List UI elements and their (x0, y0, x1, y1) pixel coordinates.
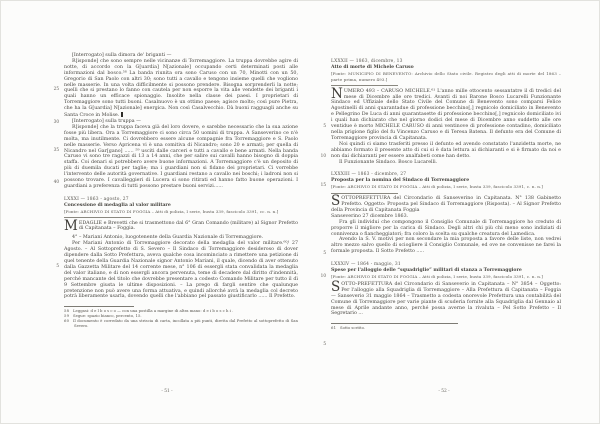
document-title-lxxxii: Atto di morte di Michele Caruso (331, 64, 414, 70)
footnote-rule (64, 306, 134, 307)
left-page (53, 53, 298, 329)
document-title-lxxxi: Concessione di medaglia al valor militare (64, 202, 171, 208)
source-divider-rule (331, 193, 398, 194)
document-body-lxxxii-p1 (331, 85, 561, 142)
body-text: EDAGLIE e Brevetti che si trasmettono dal 6° Gran Comando (militare) al Signor Prefetto di Capitanata – Foggia. (78, 220, 298, 232)
line-number: 5 (56, 263, 59, 268)
body-text: OTTOPREFETTURA del Circondario di Sanseverino in Capitanata. N° 138 Gabinetto Prefetto. Oggetto: Proposta pel Sindaco di Torremaggiore (Risposta). – Al Signor Prefetto della Provincia di Capitanata Foggia (331, 196, 561, 213)
document-body-lxxxi-p1 (64, 217, 298, 234)
document-header-lxxxiv: LXXXIV — 1864 - maggio, 31 (331, 262, 401, 268)
line-number: 5 (323, 341, 326, 346)
line-number: 25 (53, 86, 59, 91)
document-body-lxxxii-p2: Noi quindi ci siamo trasferiti presso il defunto ed avendo constatato l'anzidetta morte, ne abbiamo formato il presente atto di cui si è data lettura ai dichiaranti e si è firmato da noi e non dai dichiaranti per essere analfabeti come han detto. (331, 141, 561, 159)
footnote-text: Segue: spazio bianco, percento, 15. (73, 313, 142, 319)
line-number: 5 (323, 123, 326, 128)
document-source-lxxxiv: [Fonte: ARCHIVIO DI STATO DI FOGGIA – Atti di polizia, I serie, busta 339, fascicolo 3391, c. n. n.] (331, 274, 544, 279)
document-source-lxxxii: [Fonte: MUNICIPIO DI BENEVENTO: Archivio dello Stato civile. Registro degli atti di morte del 1863 – parte prima, numero 493.] (331, 70, 561, 82)
right-page (320, 59, 561, 346)
document-body-lxxxii-signature: Il Funzionante Sindaco. Bosco Lucarelli. (339, 159, 438, 165)
footnote-60 (64, 319, 298, 329)
body-text: UMERO 493 – CARUSO MICHELE.⁶¹ L'anno mille ottocento sessantatre il dì tredici del mese di Dicembre alle ore tredici. Avanti di noi Barone Bosco Lucarelli Funzionante Sindaco ed Uffiziale dello Stato Civile del Comune di Benevento sono comparsi Felice Agostinelli di anni quarantadue di professione becchino[,] regnicolo domiciliato in Benevento e Pellegrino De Luca di anni quarantasette di professione becchino[,] regnicolo domiciliato ivi i quali han dichiarato che nel giorno dodici del mese di Dicembre anno suddetto alle ore ventidue è morto MICHELE CARUSO di anni ventinove di professione contadino, domiciliato nella prigione figlio del fu Vincenzo Caruso e di Teresa Batena. Il defunto era del Comune di Torremaggiore provincia di Capitanata. (331, 88, 561, 141)
document-header-lxxxii: LXXXII — 1863, dicembre, 13 (331, 59, 403, 64)
document-body-lxxxi-p2: 4° – Mariani Antonio, luogotenente della Guardia Nazionale di Torremaggiore. (72, 235, 264, 241)
interrogation-question-1: [Interrogato] sulla dimora de' briganti — (72, 53, 172, 58)
footnote-number: 59 (64, 313, 70, 319)
footnote-text: Sotto scritto. (340, 325, 366, 331)
line-number: 35 (53, 147, 59, 152)
footnote-number: 61 (331, 325, 337, 331)
document-source-lxxxiii: [Fonte: ARCHIVIO DI STATO DI FOGGIA – Atti di polizia, I serie, busta 339, fascicolo 3391, c. n. n.] (331, 184, 544, 190)
line-number: 40 (53, 179, 59, 184)
footnote-number: 60 (64, 318, 70, 324)
line-number: 10 (320, 273, 326, 278)
interrogation-answer-1 (64, 59, 298, 119)
answer-text: R[isponde] che sono sempre nelle vicinanze di Torremaggiore. La truppa dovrebbe agire di notte, di accordo con la G[uardia] N[azionale] occupando certi determinati posti alle informazioni dal bosco.⁵⁸ La banda riunita ora sono Caruso con un 70, Minotti con un 50, Gregorio di San Paolo con altri 30; sono tutti a cavallo e tengono insieme quelli che vogliono nelle masserie. In una volta difficilmente si possono prendere. Bisogna sorprenderli la notte; quelli che si prestano lo fanno con cautela per non esporre la vita alle vendette dei briganti i quali hanno un efficace spionaggio. Insolite nella classe dei paesi. I proprietari di Torremaggiore sono tutti buoni. Casalnuovo è un ottimo paese; agisce molto; così pure Pietra, che ha la G[uardia] N[azionale] energica. Non così Casalvecchio. Dà buoni ragguagli anche su Santa Croce in Molise. (64, 58, 298, 119)
body-text: OTTO-PREFETTURA del Circondario di Sanseverio in Capitanata – N° 3854 – Oggetto: Per l'alloggio alla Squadriglia di Torremaggiore – Alla Prefettura di Capitanata – Foggia — Sanseverio 31 maggio 1864 – Trasmetto a codesta onorevole Prefettura una contabilità del Comune di Torremaggiore per varie piante di scuderia fornite alla Squadriglia dal Gennaio al mese di Aprile andante anno, perché possa averne la rivaluta – Pel Sotto Prefetto – Il Segretario ... (331, 281, 561, 317)
left-page-number: - 51 - (161, 389, 173, 394)
document-header-lxxxiii: LXXXIII — 1863 - dicembre, 27 (331, 172, 407, 178)
interrogation-answer-2: R[isponde] che la truppa faceva già del loro dovere, e sarebbe necessario che la sua azione fosse più libera. Ora a Torremaggiore ci sono circa 50 uomini di truppa. A Sanseverino ce n'è molta, ma inutilmente. Ci dovrebbero essere alcune compagnie fra Torremaggiore e S. Paolo nelle masserie. Verso Apricena vi è una comitiva di Nicandro; sono 20 e armati; per quella di Nicandro nel Gar[gano] ...... ⁵⁹ usciti dalle carceri e tutti a cavallo e bene armati. Nella banda Caruso vi sono tre ragazzi di 13 a 14 anni, che per salire sui cavalli hanno bisogno di doppia staffa. Coi denari si potrebbero avere buone informazioni. A Torremaggiore c'è un deposito di più di duemila ducati per taglie; ma i guardiani non si fidano dei proprietari. Ci vorrebbe l'intervento delle autorità governative. I guardiani restano a cavallo nei boschi; i ladroni non si possono trovare. I cavalleggieri di Lucera si sono ritirati ed hanno fatto buone operazioni. I guardiani a preferenza di tutti possono prestare buoni servizi...... (64, 124, 298, 189)
footnote-text: Il documento è corredato da una striscia di carta, incollata a più punti, diretta dal Prefetto al sottoprefetto di San Severo. (73, 318, 298, 329)
footnote-text: Leggasi: d e l b o s c o — con una postilla a margine di altra mano: d e i b o s c h i . (73, 308, 234, 314)
document-body-lxxxiii-dateline: Sanseverino 27 dicembre 1863. (331, 213, 409, 219)
document-body-lxxxiii-p2: Fra gli individui che compongono il Consiglio Comunale di Torremaggiore ho creduto di proporre il migliore per la carica di Sindaco. Degli altri chi più chi meno sono indiziati di connivenza o fiancheggiatori; fra coloro la scelta su qualche creatura del Lamedica. (331, 219, 561, 237)
document-title-lxxxiii: Proposta per la nomina del Sindaco di Torremaggiore (331, 178, 470, 184)
document-body-lxxxiii-p1 (331, 193, 561, 214)
document-body-lxxxi-p3: Per Mariani Antonio di Torremaggiore decorato della medaglia del valor militare.⁶⁰/ 27 Agosto. – Al Sottoprefetto di S. Severo – Il Sindaco di Torremaggiore desideroso di dover dipendere dalla Sotto Prefettura, aveva qualche cosa incominciato a rimettere una petizione di quel tenente della Guardia Nazionale signor Antonio Mariani, il quale, dicendo di aver ottenuto dalla Gazzetta Militare del 14 corrente mese, n° 106 di essergli stata convalidata la medaglia del valor italiano, e di non essergli ancora pervenuta, teme di decadere dal diritto d'indennità, perché mancante del titolo che dovrebbe presentare a codesto Comando Militare per tutto il dì 9 Settembre giusta le ultime disposizioni. – La prego di fargli sentire che qualunque pretenzione non può avere una forma attuativa, e quindi allorché avrà la medaglia col decreto potrà liberamente usarla, dovendo quelli che l'abbiano pel passato giustificarlo ...... Il Prefetto. (64, 241, 298, 300)
drop-cap-s: S (331, 193, 341, 210)
interrogation-question-2: [Interrogato] sulla truppa — (72, 118, 141, 124)
footnote-rule (331, 323, 458, 324)
footnote-61 (331, 326, 561, 331)
document-body-lxxxiii-p3: Avendo la S. V. motivi per non secondare la mia proposta a favore delle liste, non vedrei altro mezzo salvo quello di sciogliere il Consiglio Comunale, ed ove ne convenisse ne farei la formale proposta. Il Sotto Prefetto ..... (331, 237, 561, 255)
document-title-lxxxiv: Spese per l'alloggio delle “squadriglie” militari di stanza a Torremaggiore (331, 268, 522, 274)
line-number: 5 (323, 250, 326, 255)
footnote-number: 58 (64, 308, 70, 314)
line-number: 15 (320, 182, 326, 187)
drop-cap-m: M (64, 217, 78, 234)
drop-cap-s: S (331, 278, 341, 295)
document-source-lxxxi: [Fonte: ARCHIVIO DI STATO DI FOGGIA – Atti di polizia, I serie, busta 339, fascicolo 3391, cc. n. n.] (64, 208, 279, 214)
right-page-number: - 52 - (438, 389, 450, 394)
end-of-answer-mark (121, 112, 124, 117)
line-number: 10 (320, 153, 326, 158)
drop-cap-n: N (331, 85, 343, 102)
line-number: 30 (53, 119, 59, 124)
document-header-lxxxi: LXXXI — 1863 - agosto, 27 (64, 196, 129, 202)
document-body-lxxxiv-p1 (331, 278, 561, 317)
